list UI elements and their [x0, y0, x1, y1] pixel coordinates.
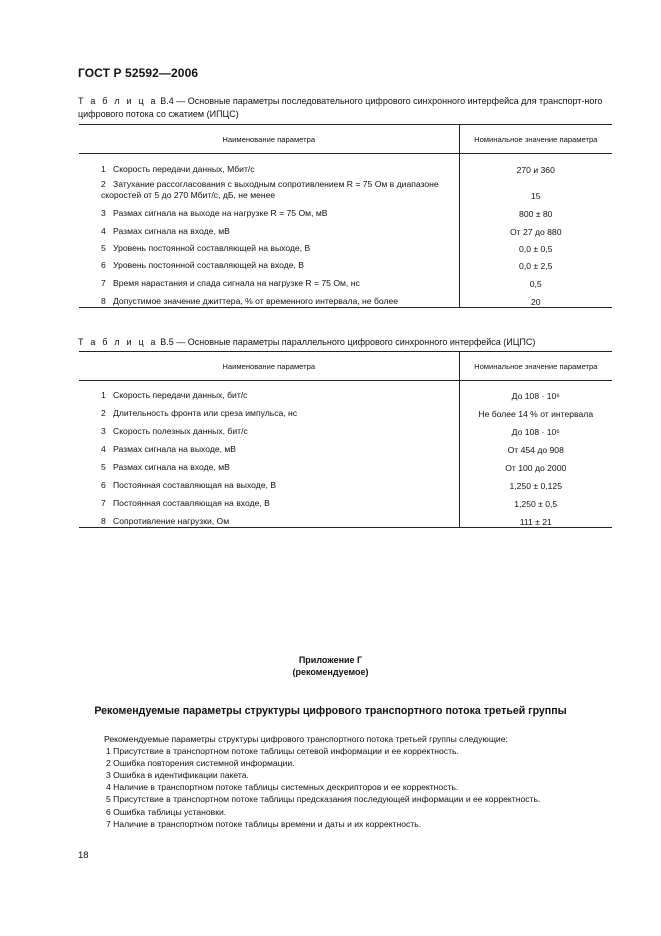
value-cell: До 108 · 10⁶: [459, 381, 612, 401]
parameter-cell: [79, 473, 459, 491]
document-code-header: ГОСТ Р 52592—2006: [78, 66, 199, 80]
table-row: [79, 201, 612, 219]
row-number: 8: [101, 296, 106, 306]
table-label: Т а б л и ц а: [78, 96, 158, 106]
table-b5-caption-text: В.5 — Основные параметры параллельного цифрового синхронного интерфейса (ИЦПС): [160, 337, 536, 347]
parameter-cell: [79, 154, 459, 175]
table-row: [79, 473, 612, 491]
parameter-name: Размах сигнала на входе, мВ: [113, 225, 230, 236]
value-cell: От 27 до 880: [459, 219, 612, 237]
parameter-name: Размах сигнала на входе, мВ: [113, 461, 230, 472]
parameter-name: Скорость передачи данных, Мбит/с: [113, 163, 255, 174]
table-row: [79, 175, 612, 201]
table-b4-caption: [78, 95, 618, 120]
table-row: [79, 455, 612, 473]
appendix-title: Приложение Г: [298, 655, 363, 665]
row-number: 3: [101, 207, 106, 218]
table-row: [79, 437, 612, 455]
table-row: [79, 271, 612, 289]
row-number: 4: [101, 225, 106, 236]
table-row: [79, 289, 612, 308]
parameter-cell: [79, 455, 459, 473]
table-row: [79, 381, 612, 401]
parameter-name: Размах сигнала на выходе на нагрузке R = 75 Ом, мВ: [113, 207, 328, 218]
list-item: 6 Ошибка таблицы установки.: [106, 806, 227, 817]
parameter-cell: [79, 237, 459, 254]
list-item: 5 Присутствие в транспортном потоке таблицы предсказания последующей информации и ее корректность.: [106, 794, 541, 805]
row-number: 1: [101, 163, 106, 174]
value-cell: 0,5: [459, 271, 612, 289]
appendix-subtitle: (рекомендуемое): [292, 667, 369, 677]
parameter-cell: [79, 271, 459, 289]
row-number: 8: [101, 516, 106, 526]
parameter-cell: [79, 401, 459, 419]
table-row: [79, 509, 612, 528]
parameter-name: Уровень постоянной составляющей на входе, В: [113, 259, 305, 270]
parameter-cell: [79, 175, 459, 201]
table-row: [79, 219, 612, 237]
list-item: 3 Ошибка в идентификации пакета.: [106, 770, 249, 781]
recommendation-list: [106, 733, 626, 830]
parameter-cell: [79, 289, 459, 308]
row-number: 1: [101, 389, 106, 400]
value-cell: 0,0 ± 2,5: [459, 254, 612, 271]
value-cell: Не более 14 % от интервала: [459, 401, 612, 419]
row-number: 2: [101, 178, 106, 189]
parameter-name: Длительность фронта или среза импульса, нс: [113, 407, 298, 418]
column-header-parameter: Наименование параметра: [79, 352, 459, 381]
table-b5: [79, 351, 612, 528]
value-cell: 111 ± 21: [459, 509, 612, 528]
column-header-value: Номинальное значение параметра: [459, 352, 612, 381]
list-intro: Рекомендуемые параметры структуры цифрового транспортного потока третьей группы следующие:: [104, 734, 508, 744]
value-cell: От 454 до 908: [459, 437, 612, 455]
parameter-cell: [79, 419, 459, 437]
list-item: 4 Наличие в транспортном потоке таблицы системных дескрипторов и ее корректность.: [106, 782, 459, 793]
page-number: 18: [78, 850, 89, 861]
parameter-cell: [79, 219, 459, 237]
table-row: [79, 237, 612, 254]
table-b4: [79, 124, 612, 308]
parameter-name: Затухание рассогласования с выходным сопротивлением R = 75 Ом в диапазоне скоростей от 5 до 270 Мбит/с, дБ, не менее: [101, 178, 439, 200]
appendix-heading: [0, 654, 661, 678]
table-row: [79, 254, 612, 271]
row-number: 6: [101, 259, 106, 270]
parameter-cell: [79, 437, 459, 455]
table-row: [79, 491, 612, 509]
row-number: 3: [101, 425, 106, 436]
value-cell: 15: [459, 175, 612, 201]
value-cell: 800 ± 80: [459, 201, 612, 219]
value-cell: От 100 до 2000: [459, 455, 612, 473]
value-cell: 1,250 ± 0,5: [459, 491, 612, 509]
table-b4-caption-text: В.4 — Основные параметры последовательного цифрового синхронного интерфейса для транспорт-ного цифрового потока со сжатием (ИПЦС): [78, 96, 603, 119]
row-number: 7: [101, 497, 106, 508]
column-header-parameter: Наименование параметра: [79, 125, 459, 154]
row-number: 7: [101, 277, 106, 288]
parameter-name: Время нарастания и спада сигнала на нагрузке R = 75 Ом, нс: [113, 277, 360, 288]
column-header-value: Номинальное значение параметра: [459, 125, 612, 154]
table-label: Т а б л и ц а: [78, 337, 158, 347]
parameter-cell: [79, 509, 459, 528]
parameter-name: Скорость передачи данных, бит/с: [113, 389, 248, 400]
list-item: 7 Наличие в транспортном потоке таблицы времени и даты и их корректность.: [106, 818, 422, 829]
row-number: 5: [101, 461, 106, 472]
section-title: Рекомендуемые параметры структуры цифрового транспортного потока третьей группы: [94, 705, 567, 717]
value-cell: 1,250 ± 0,125: [459, 473, 612, 491]
parameter-name: Постоянная составляющая на выходе, В: [113, 479, 277, 490]
parameter-name: Уровень постоянной составляющей на выходе, В: [113, 242, 311, 253]
value-cell: До 108 · 10⁶: [459, 419, 612, 437]
table-row: [79, 154, 612, 175]
value-cell: 0,0 ± 0,5: [459, 237, 612, 254]
list-item: 2 Ошибка повторения системной информации.: [106, 758, 295, 769]
parameter-name: Размах сигнала на выходе, мВ: [113, 443, 237, 454]
table-row: [79, 401, 612, 419]
parameter-cell: [79, 254, 459, 271]
value-cell: 270 и 360: [459, 154, 612, 175]
parameter-name: Сопротивление нагрузки, Ом: [113, 516, 230, 526]
value-cell: 20: [459, 289, 612, 308]
parameter-cell: [79, 491, 459, 509]
parameter-cell: [79, 201, 459, 219]
list-item: 1 Присутствие в транспортном потоке таблицы сетевой информации и ее корректность.: [106, 746, 459, 757]
parameter-name: Допустимое значение джиттера, % от временного интервала, не более: [113, 296, 399, 306]
row-number: 2: [101, 407, 106, 418]
parameter-name: Постоянная составляющая на входе, В: [113, 497, 270, 508]
table-row: [79, 419, 612, 437]
row-number: 5: [101, 242, 106, 253]
parameter-name: Скорость полезных данных, бит/с: [113, 425, 248, 436]
table-b5-caption: [78, 336, 618, 349]
parameter-cell: [79, 381, 459, 401]
row-number: 4: [101, 443, 106, 454]
row-number: 6: [101, 479, 106, 490]
